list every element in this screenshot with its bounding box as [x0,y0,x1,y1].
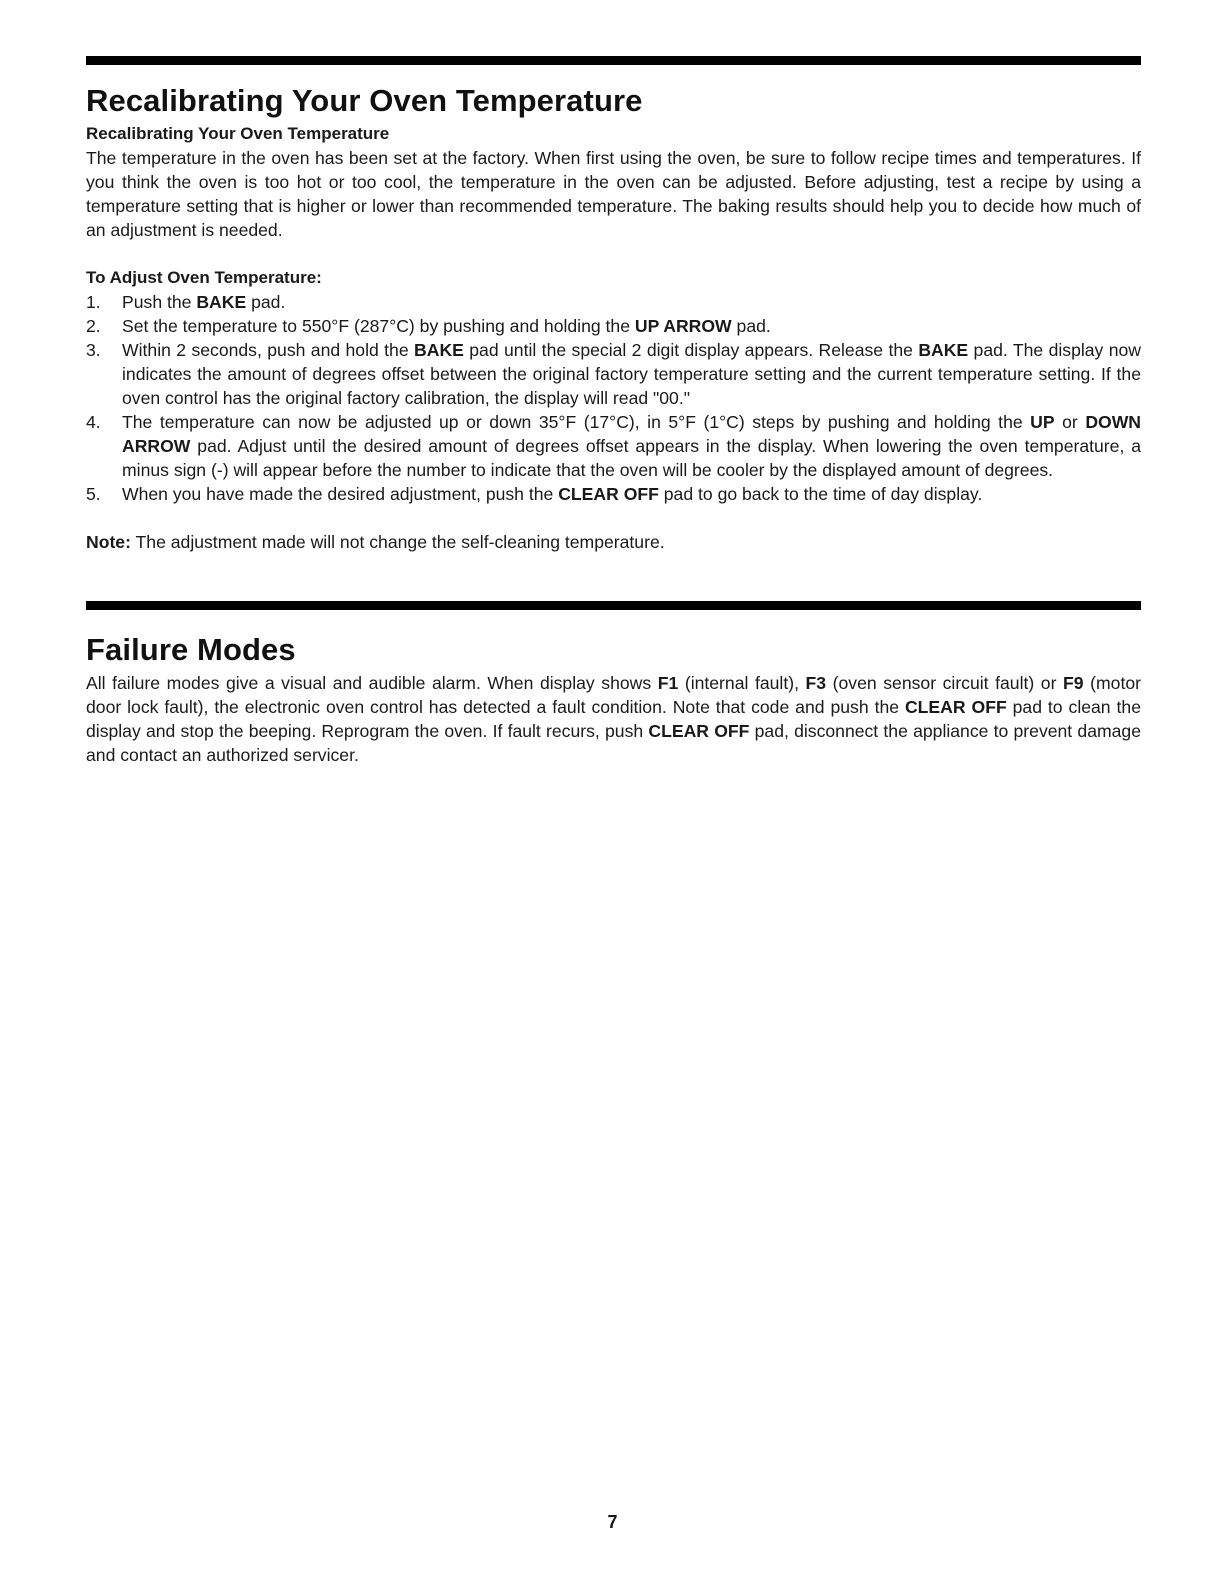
bold-term: F9 [1063,673,1084,693]
section-title-failure-modes: Failure Modes [86,632,296,667]
bold-term: UP [1030,412,1055,432]
text-run: (oven sensor circuit fault) or [826,673,1064,693]
text-run: When you have made the desired adjustment, push the [122,484,559,504]
bold-term: F3 [805,673,827,693]
text-run: pad. The display now indicates the amount of degrees offset between the original factory temperature setting and the current temperature setting. If the oven control has the original factory calibration, the display will read "00." [122,340,1142,408]
intro-paragraph: The temperature in the oven has been set at the factory. When first using the oven, be sure to follow recipe times and temperatures. If you think the oven is too hot or too cool, the temperature in the oven can be adjusted. Before adjusting, test a recipe by using a temperature setting that is higher or lower than recommended temperature. The baking results should help you to decide how much of an adjustment is needed. [86,148,1141,240]
note-text: The adjustment made will not change the self-cleaning temperature. [130,532,665,552]
step-item [86,482,1141,506]
text-run: (motor door lock fault), the electronic oven control has detected a fault condition. Note that code and push the [86,673,1141,717]
section-divider [86,56,1141,65]
step-number: 4. [86,412,101,432]
step-item [86,290,1141,314]
step-number: 3. [86,340,101,360]
text-run: pad. [246,292,286,312]
section-subtitle: Recalibrating Your Oven Temperature [86,124,390,143]
note-paragraph [86,530,1141,554]
bold-term: DOWN ARROW [122,412,1142,456]
bold-term: UP ARROW [634,316,732,336]
text-run: All failure modes give a visual and audible alarm. When display shows [86,673,658,693]
text-run: pad. Adjust until the desired amount of degrees offset appears in the display. When lowering the oven temperature, a minus sign (-) will appear before the number to indicate that the oven will be cooler by the displayed amount of degrees. [122,436,1141,480]
failure-modes-paragraph [86,671,1141,767]
text-run: pad to go back to the time of day display. [658,484,983,504]
step-number: 5. [86,484,101,504]
text-run: The temperature can now be adjusted up or down 35°F (17°C), in 5°F (1°C) steps by pushing and holding the [122,412,1031,432]
text-run: or [1054,412,1086,432]
bold-term: CLEAR OFF [648,721,750,741]
bold-term: F1 [657,673,679,693]
text-run: Push the [122,292,197,312]
text-run: pad until the special 2 digit display appears. Release the [463,340,919,360]
text-run: pad to clean the display and stop the beeping. Reprogram the oven. If fault recurs, push [86,697,1141,741]
bold-term: BAKE [196,292,247,312]
steps-heading: To Adjust Oven Temperature: [86,268,322,287]
step-item [86,314,1141,338]
steps-list [86,290,1141,506]
bold-term: BAKE [414,340,464,360]
document-page [86,0,1141,767]
step-number: 1. [86,292,101,312]
note-label: Note: [86,532,131,552]
step-item [86,338,1141,410]
text-run: Within 2 seconds, push and hold the [122,340,415,360]
text-run: Set the temperature to 550°F (287°C) by pushing and holding the [122,316,635,336]
page-number: 7 [607,1512,618,1532]
bold-term: CLEAR OFF [558,484,659,504]
section-divider [86,601,1141,610]
step-number: 2. [86,316,101,336]
text-run: pad, disconnect the appliance to prevent damage and contact an authorized servicer. [86,721,1141,765]
text-run: (internal fault), [678,673,806,693]
text-run: pad. [731,316,771,336]
section-title-recalibrating: Recalibrating Your Oven Temperature [86,83,643,118]
step-item [86,410,1141,482]
bold-term: CLEAR OFF [904,697,1007,717]
bold-term: BAKE [918,340,969,360]
